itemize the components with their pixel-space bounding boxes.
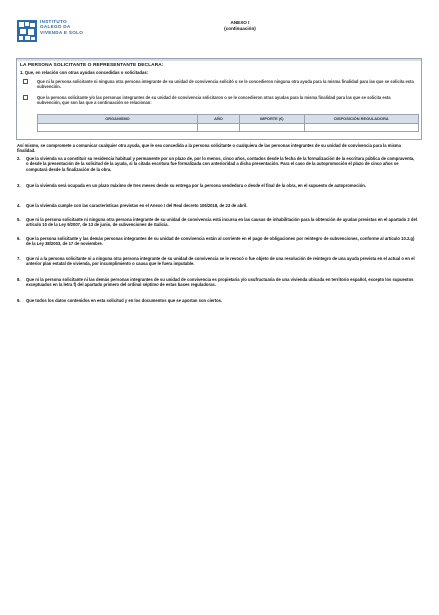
table-row xyxy=(38,123,419,132)
cell-organismo[interactable] xyxy=(38,123,198,132)
item-number: 5. xyxy=(17,217,21,222)
aid-table xyxy=(37,114,419,132)
item-number: 4. xyxy=(17,203,21,208)
annex-title: ANEXO I xyxy=(230,20,250,25)
col-ano: AÑO xyxy=(198,115,240,124)
item-text: Que ni la persona solicitante ni las demás personas integrantes de su unidad de convivencia es propietaria y/o usufructuaria de una vivienda ubicada en territorio español, excepto los supuestos exceptuados en la letra f) del apartado primero del ordinal séptimo de estas bases reguladoras. xyxy=(26,277,414,288)
item-number: 7. xyxy=(17,256,21,261)
logo-line: INSTITUTO xyxy=(40,19,67,24)
item-text: Que ni a la persona solicitante ni a ninguna otra persona integrante de su unidad de convivencia se le revocó o fue objeto de una resolución de reintegro de una ayuda prevista en el actual o en el anterior plan estatal de vivienda, por incumplimiento o causa que le fuera imputable. xyxy=(26,256,415,267)
item-number: 6. xyxy=(17,236,21,241)
option-text: Que ni la persona solicitante ni ninguna otra persona integrante de su unidad de convivencia solicitó o se le concedieron ninguna otra ayuda para la misma finalidad para las que se solicita esta subvención. xyxy=(37,79,414,90)
item-text: Que la vivienda va a constituir su residencia habitual y permanente por un plazo de, por lo menos, cinco años, contados desde la fecha de la formalización de la escritura pública de compraventa, o desde la presentación de la solicitud de la ayuda, si la citada escritura fue formalizada con anterioridad a dicha presentación. Para el caso de la autopromoción el plazo de cinco años se computará desde la finalización de la obra. xyxy=(26,156,415,172)
section-band xyxy=(17,59,421,61)
item-number: 9. xyxy=(17,298,21,303)
item-number: 2. xyxy=(17,156,21,161)
item-text: Que la persona solicitante y las demás personas integrantes de su unidad de convivencia están al corriente en el pago de obligaciones por reintegro de subvenciones, conforme al artículo 10.2.g) de la Ley 38/2003, de 17 de noviembre. xyxy=(26,236,415,247)
annex-heading xyxy=(200,20,280,31)
col-disposicion: DISPOSICIÓN REGULADORA xyxy=(304,115,418,124)
logo-line: VIVENDA E SOLO xyxy=(40,29,84,35)
item-text: Que ni la persona solicitante ni ninguna otra persona integrante de su unidad de convivencia está incursa en las causas de inhabilitación para la obtención de ayudas previstas en el apartado 2 del artículo 10 de la Ley 9/2007, de 13 de junio, de subvenciones de Galicia. xyxy=(26,217,417,228)
cell-disposicion[interactable] xyxy=(304,123,418,132)
intro-paragraph: Así mismo, se compromete a comunicar cualquier otra ayuda, que le sea concedida a la persona solicitante o cualquiera de las personas integrantes de su unidad de convivencia para la misma finalidad. xyxy=(17,143,401,154)
cell-ano[interactable] xyxy=(198,123,240,132)
logo-text xyxy=(40,19,83,35)
item-text: Que la vivienda será ocupada en un plazo máximo de tres meses desde su entrega por la persona vendedora o desde el final de la obra, en el supuesto de autopromoción. xyxy=(26,183,366,188)
item-text: Que la vivienda cumple con las características previstas en el Anexo I del Real decreto 106/2018, de 23 de abril. xyxy=(26,203,248,208)
item-1-text: 1. Que, en relación con otras ayudas concedidas o solicitadas: xyxy=(20,70,149,75)
igvs-logo-icon xyxy=(17,20,37,42)
item-number: 8. xyxy=(17,277,21,282)
declaration-box xyxy=(16,58,422,140)
item-number: 3. xyxy=(17,183,21,188)
checkbox-no-other-aid[interactable] xyxy=(23,79,28,84)
option-text: Que la persona solicitante y/o las personas integrantes de su unidad de convivencia solicitaron o se le concedieron otras ayudas para la misma finalidad para las que se solicita esta subvención, que son las que a continuación se relacionan: xyxy=(37,95,391,106)
col-organismo: ORGANISMO xyxy=(38,115,198,124)
checkbox-other-aid[interactable] xyxy=(23,95,28,100)
logo-line: GALEGO DA xyxy=(40,24,71,30)
table-header-row xyxy=(38,115,419,124)
item-text: Que todos los datos contenidos en esta solicitud y en los documentos que se aportan son ciertos. xyxy=(26,298,223,303)
annex-subtitle: (continuación) xyxy=(224,25,256,31)
col-importe: IMPORTE (€) xyxy=(239,115,304,124)
cell-importe[interactable] xyxy=(239,123,304,132)
declaration-title: LA PERSONA SOLICITANTE O REPRESENTANTE DECLARA: xyxy=(20,63,164,68)
